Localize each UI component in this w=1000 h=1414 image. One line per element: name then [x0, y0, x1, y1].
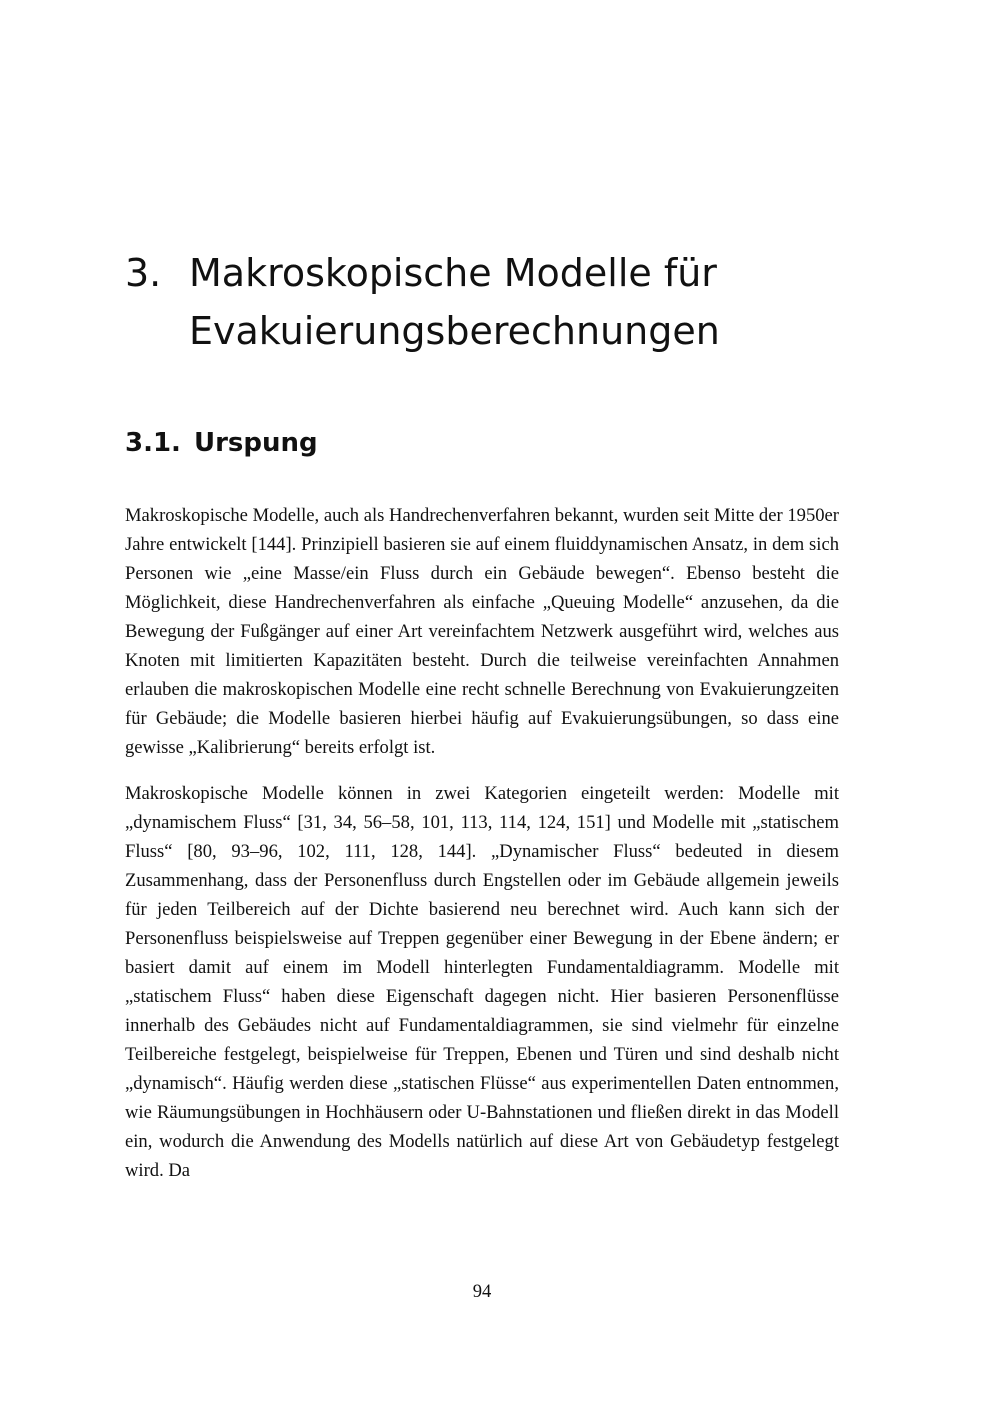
paragraph: Makroskopische Modelle, auch als Handrechenverfahren bekannt, wurden seit Mitte der 1950er Jahre entwickelt [144]. Prinzipiell basieren sie auf einem fluiddynamischen Ansatz, in dem sich Personen wie „eine Masse/ein Fluss durch ein Gebäude bewegen“. Ebenso besteht die Möglichkeit, diese Handrechenverfahren als einfache „Queuing Modelle“ anzusehen, da die Bewegung der Fußgänger auf einer Art vereinfachtem Netzwerk ausgeführt wird, welches aus Knoten mit limitierten Kapazitäten besteht. Durch die teilweise vereinfachten Annahmen erlauben die makroskopischen Modelle eine recht schnelle Berechnung von Evakuierungzeiten für Gebäude; die Modelle basieren hierbei häufig auf Evakuierungsübungen, so dass eine gewisse „Kalibrierung“ bereits erfolgt ist.: [125, 505, 839, 758]
chapter-title: [189, 244, 845, 360]
section-heading: [125, 425, 845, 461]
section-number: 3.1.: [125, 428, 181, 458]
chapter-number: 3.: [125, 251, 162, 295]
section-title: Urspung: [194, 428, 318, 458]
body-text: [125, 501, 839, 1202]
page-number: 94: [472, 1281, 492, 1302]
paragraph: Makroskopische Modelle können in zwei Kategorien eingeteilt werden: Modelle mit „dynamischem Fluss“ [31, 34, 56–58, 101, 113, 114, 124, 151] und Modelle mit „statischem Fluss“ [80, 93–96, 102, 111, 128, 144]. „Dynamischer Fluss“ bedeuted in diesem Zusammenhang, dass der Personenfluss durch Engstellen oder im Gebäude allgemein jeweils für jeden Teilbereich auf der Dichte basierend neu berechnet wird. Auch kann sich der Personenfluss beispielsweise auf Treppen gegenüber einer Bewegung in der Ebene ändern; er basiert damit auf einem im Modell hinterlegten Fundamentaldiagramm. Modelle mit „statischem Fluss“ haben diese Eigenschaft dagegen nicht. Hier basieren Personenflüsse innerhalb des Gebäudes nicht auf Fundamentaldiagrammen, sie sind vielmehr für einzelne Teilbereiche festgelegt, beispielweise für Treppen, Ebenen und Türen und sind deshalb nicht „dynamisch“. Häufig werden diese „statischen Flüsse“ aus experimentellen Daten entnommen, wie Räumungsübungen in Hochhäusern oder U-Bahnstationen und fließen direkt in das Modell ein, wodurch die Anwendung des Modells natürlich auf diese Art von Gebäudetyp festgelegt wird. Da: [125, 783, 839, 1181]
chapter-heading: [125, 244, 845, 360]
chapter-title-line-2: Evakuierungsberechnungen: [189, 309, 720, 353]
chapter-title-line-1: Makroskopische Modelle für: [189, 251, 717, 295]
